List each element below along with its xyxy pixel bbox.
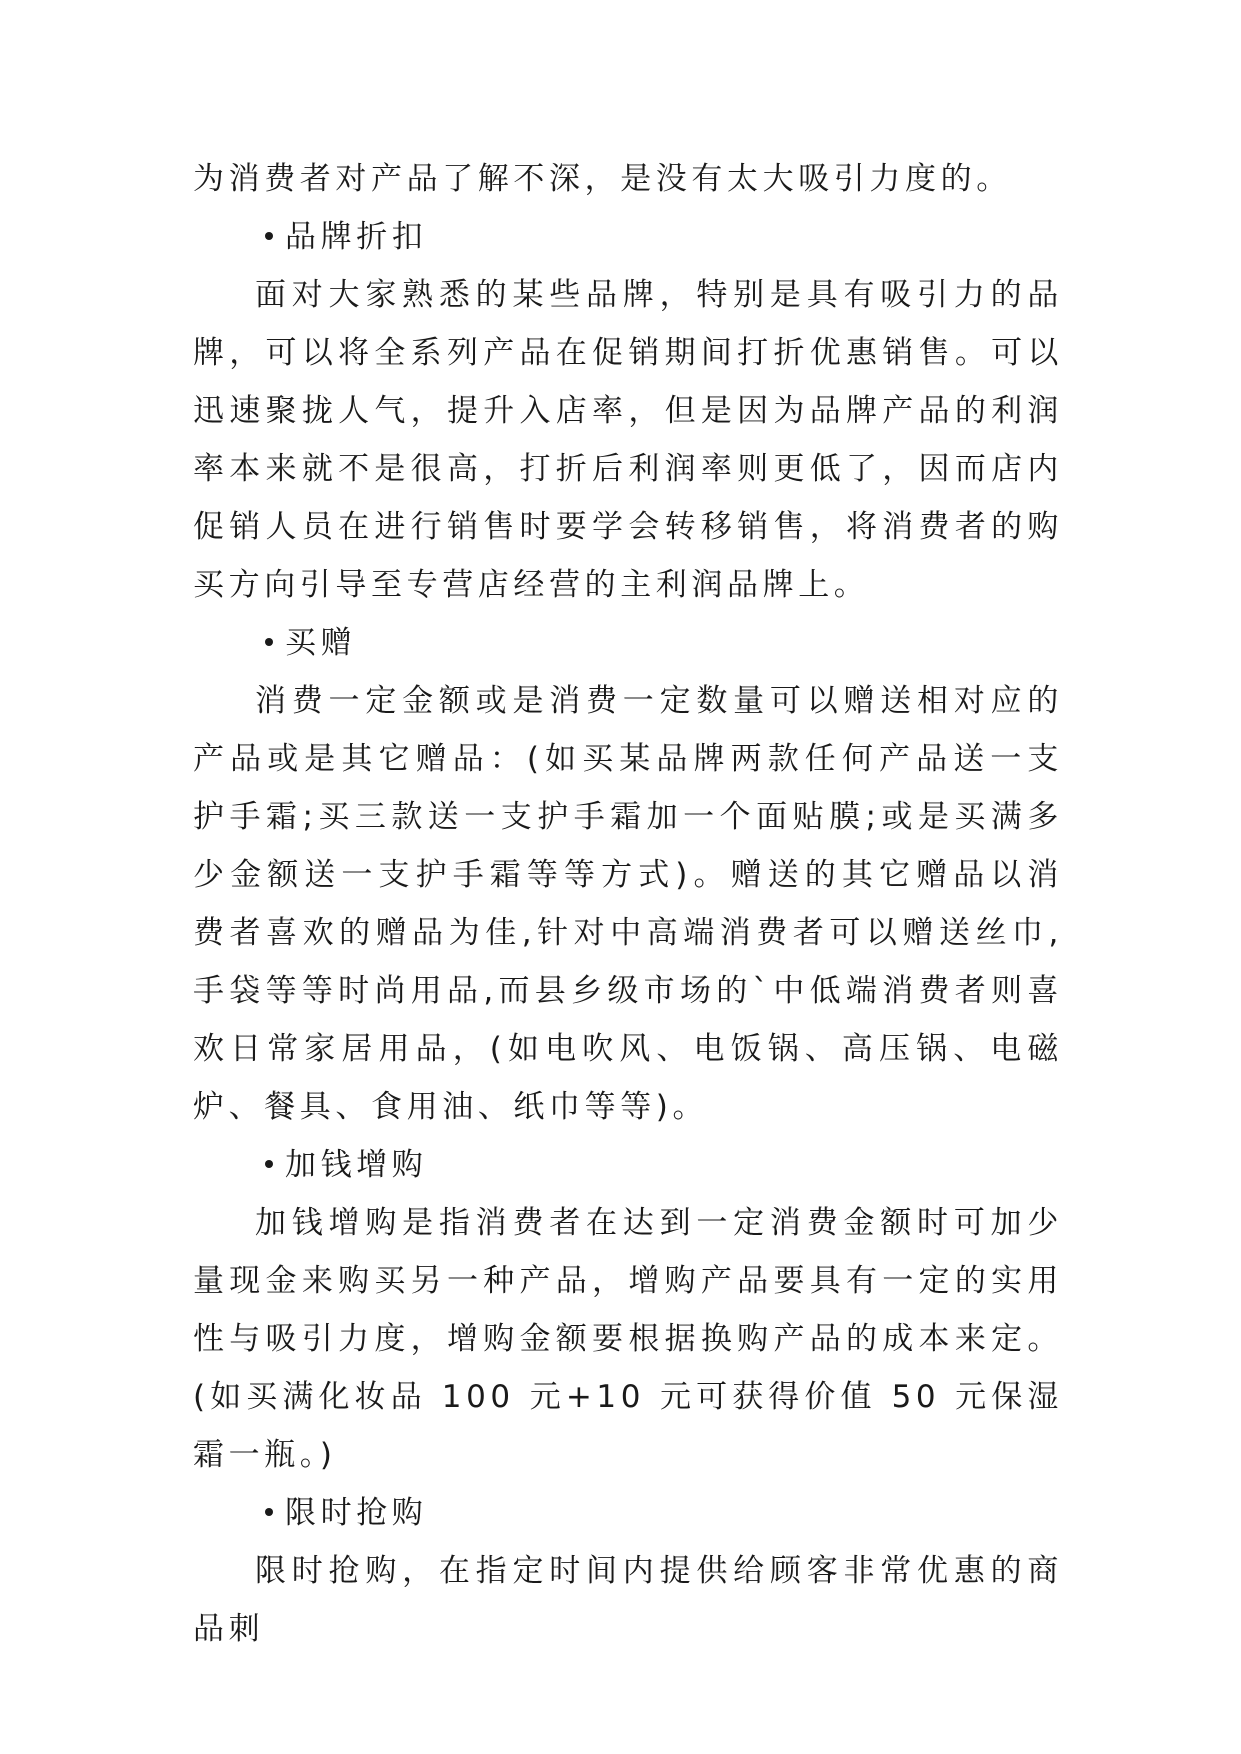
paragraph-flash-sale: 限时抢购，在指定时间内提供给顾客非常优惠的商品刺 [193, 1553, 1063, 1647]
bullet-dot-icon [265, 232, 273, 240]
bullet-label: 品牌折扣 [285, 219, 428, 255]
bullet-label: 买赠 [285, 625, 357, 661]
bullet-label: 限时抢购 [285, 1495, 428, 1531]
bullet-label: 加钱增购 [285, 1147, 428, 1183]
paragraph-continuation: 为消费者对产品了解不深，是没有太大吸引力度的。 [193, 161, 1012, 197]
bullet-dot-icon [265, 1508, 273, 1516]
document-body [193, 150, 1063, 1658]
paragraph-brand-discount: 面对大家熟悉的某些品牌，特别是具有吸引力的品牌，可以将全系列产品在促销期间打折优惠销售。可以迅速聚拢人气，提升入店率，但是因为品牌产品的利润率本来就不是很高，打折后利润率则更低了，因而店内促销人员在进行销售时要学会转移销售，将消费者的购买方向引导至专营店经营的主利润品牌上。 [193, 277, 1063, 603]
paragraph-add-on-purchase: 加钱增购是指消费者在达到一定消费金额时可加少量现金来购买另一种产品，增购产品要具有一定的实用性与吸引力度，增购金额要根据换购产品的成本来定。(如买满化妆品 100 元+10 元可获得价值 50 元保湿霜一瓶。) [193, 1205, 1063, 1473]
bullet-heading-brand-discount [193, 208, 1063, 266]
bullet-heading-add-on-purchase [193, 1136, 1063, 1194]
bullet-dot-icon [265, 1160, 273, 1168]
bullet-heading-gift-with-purchase [193, 614, 1063, 672]
paragraph-gift-with-purchase: 消费一定金额或是消费一定数量可以赠送相对应的产品或是其它赠品：(如买某品牌两款任何产品送一支护手霜;买三款送一支护手霜加一个面贴膜;或是买满多少金额送一支护手霜等等方式)。赠送的其它赠品以消费者喜欢的赠品为佳,针对中高端消费者可以赠送丝巾,手袋等等时尚用品,而县乡级市场的`中低端消费者则喜欢日常家居用品，(如电吹风、电饭锅、高压锅、电磁炉、餐具、食用油、纸巾等等)。 [193, 683, 1063, 1125]
bullet-dot-icon [265, 638, 273, 646]
bullet-heading-flash-sale [193, 1484, 1063, 1542]
